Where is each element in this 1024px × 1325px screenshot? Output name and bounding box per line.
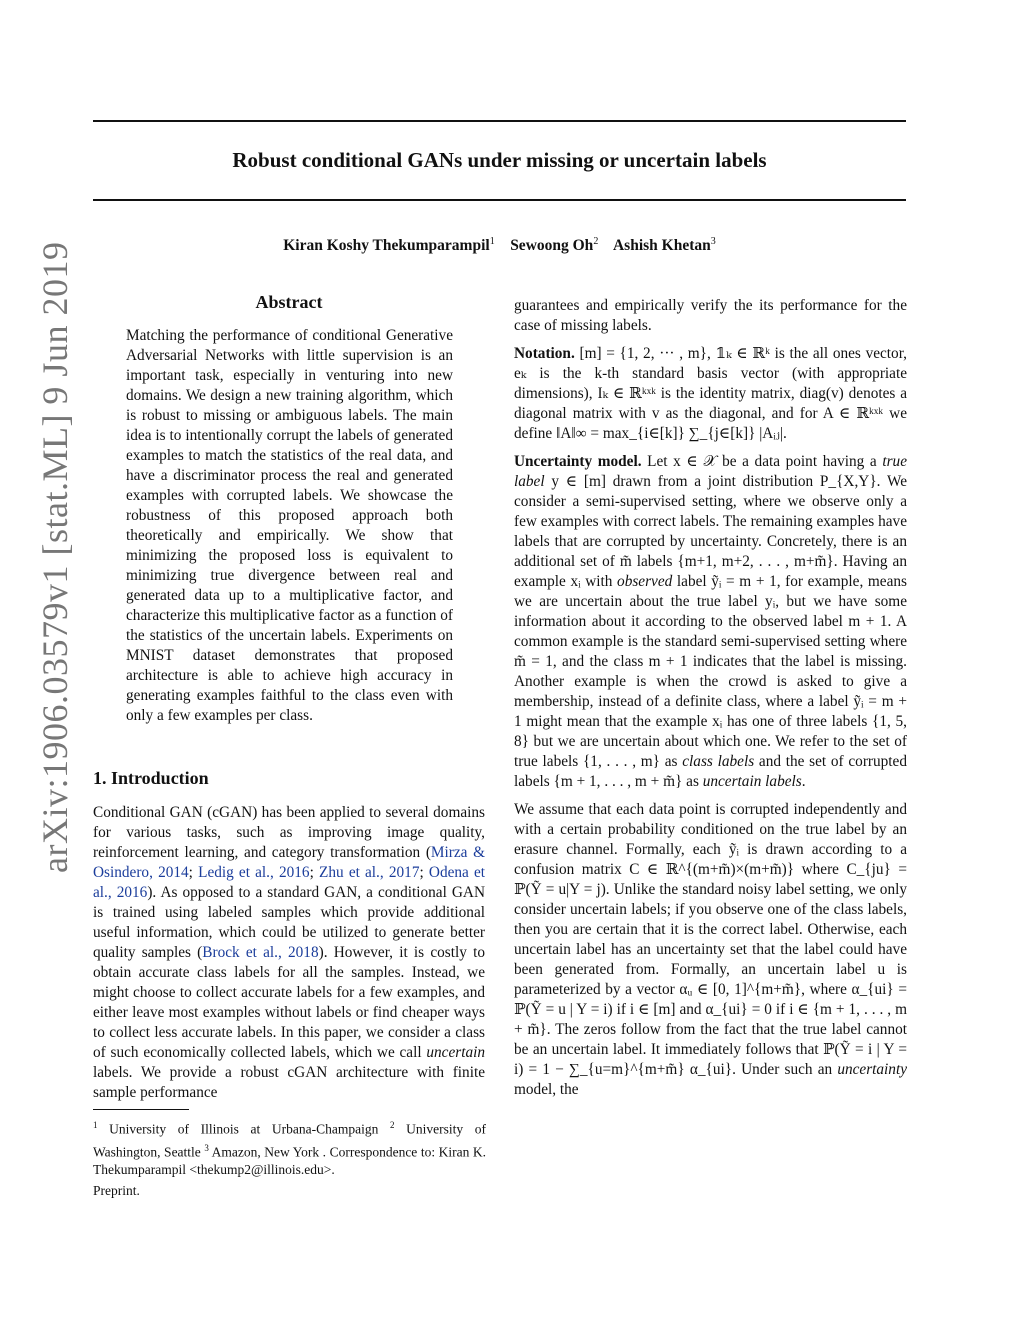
citation-separator: ; bbox=[188, 864, 199, 881]
author-affiliation-mark: 1 bbox=[489, 236, 495, 247]
notation-paragraph bbox=[514, 344, 907, 444]
introduction-paragraph bbox=[93, 803, 485, 1103]
footnote-text: University of Washington, Seattle bbox=[93, 1121, 486, 1159]
uncertainty-emphasis: true label bbox=[514, 453, 907, 490]
citation-separator: ; bbox=[309, 864, 320, 881]
author-list bbox=[93, 236, 906, 255]
arxiv-stamp: arXiv:1906.03579v1 [stat.ML] 9 Jun 2019 bbox=[35, 241, 75, 873]
author-affiliation-mark: 2 bbox=[593, 236, 599, 247]
citation-link[interactable]: Odena et al., 2016 bbox=[93, 864, 486, 901]
preprint-label: Preprint. bbox=[93, 1183, 140, 1198]
intro-text: labels. We provide a robust cGAN architecture with finite sample performance bbox=[93, 1064, 485, 1101]
title-rule-bottom bbox=[93, 199, 906, 201]
uncertainty-model-heading: Uncertainty model. bbox=[514, 453, 642, 470]
citation-link[interactable]: Brock et al., 2018 bbox=[202, 944, 319, 961]
assumption-emphasis: uncertainty bbox=[837, 1061, 907, 1078]
intro-text: Conditional GAN (cGAN) has been applied to several domains for various tasks, such as improving image quality, reinforcement learning, and category transformation ( bbox=[93, 804, 485, 861]
footnote-mark: 1 bbox=[93, 1120, 98, 1130]
citation-link[interactable]: Mirza & Osindero, 2014 bbox=[93, 844, 486, 881]
footnote-text: Amazon, New York . Correspondence to: Kiran K. Thekumparampil <thekump2@illinois.edu>. bbox=[93, 1144, 486, 1177]
continued-paragraph: guarantees and empirically verify the its performance for the case of missing labels. bbox=[514, 297, 907, 334]
footnote-text: University of Illinois at Urbana-Champaign bbox=[97, 1121, 390, 1137]
uncertainty-text: and the set of corrupted labels {m + 1, . . . , m + m̃} as bbox=[514, 753, 907, 790]
author-name: Sewoong Oh bbox=[510, 237, 594, 255]
uncertainty-text: label ỹᵢ = m + 1, for example, means we are uncertain about the true label yᵢ, but we have some information about it according to the observed label m + 1. A common example is the standard semi-supervised setting where m̃ = 1, and the class m + 1 indicates that the label is missing. Another example is when the crowd is asked to give a membership, instead of a definite class, where a label ỹᵢ = m + 1 might mean that the example xᵢ has one of three labels {1, 5, 8} but we are uncertain about which one. We refer to the set of true labels {1, . . . , m} as bbox=[514, 573, 907, 770]
intro-emphasis: uncertain bbox=[426, 1044, 485, 1061]
abstract-heading: Abstract bbox=[255, 292, 323, 312]
assumption-text: model, the bbox=[514, 1081, 579, 1098]
assumption-paragraph bbox=[514, 800, 907, 1100]
uncertainty-text: Let x ∈ 𝒳 be a data point having a bbox=[647, 453, 883, 470]
notation-text: [m] = {1, 2, ··· , m}, 𝟙ₖ ∈ ℝᵏ is the all ones vector, eₖ is the k-th standard basis vector (with appropriate dimensions), Iₖ ∈ ℝᵏˣᵏ is the identity matrix, diag(v) denotes a diagonal matrix with v as the diagonal, and for A ∈ ℝᵏˣᵏ we define ‖A‖∞ = max_{i∈[k]} ∑_{j∈[k]} |Aᵢⱼ|. bbox=[514, 345, 908, 442]
uncertainty-text: y ∈ [m] drawn from a joint distribution P_{X,Y}. We consider a semi-supervised setting, where we observe only a few examples with correct labels. The remaining examples have labels that are corrupted by uncertainty. Concretely, there is an additional set of m̃ labels {m+1, m+2, . . . , m+m̃}. Having an example xᵢ with bbox=[514, 473, 907, 590]
footnote-rule bbox=[93, 1109, 189, 1110]
right-column bbox=[514, 296, 907, 1108]
author-name: Kiran Koshy Thekumparampil bbox=[283, 237, 490, 255]
author-name: Ashish Khetan bbox=[612, 237, 711, 255]
uncertainty-emphasis: uncertain labels bbox=[702, 773, 802, 790]
uncertainty-model-paragraph bbox=[514, 452, 907, 792]
footnote-mark: 2 bbox=[389, 1120, 395, 1130]
intro-text: ). However, it is costly to obtain accurate class labels for all the samples. Instead, we might choose to collect accurate labels for a few examples, and either leave most examples without labels or find cheaper ways to collect less accurate labels. In this paper, we consider a class of such economically collected labels, which we call bbox=[93, 944, 485, 1061]
citation-link[interactable]: Zhu et al., 2017 bbox=[319, 864, 420, 881]
footnote-mark: 3 bbox=[204, 1142, 209, 1153]
abstract-body: Matching the performance of conditional Generative Adversarial Networks with little supervision is an important task, especially in venturing into new domains. We design a new training algorithm, which is robust to missing or ambiguous labels. The main idea is to intentionally corrupt the labels of generated examples to match the statistics of the real data, and have a discriminator process the real and generated examples with corrupted labels. We showcase the robustness of this proposed approach both theoretically and empirically. We show that minimizing the proposed loss is equivalent to minimizing true divergence between real and generated data up to a multiplicative factor, and characterize this multiplicative factor as a function of the statistics of the uncertain labels. Experiments on MNIST dataset demonstrates that proposed architecture is able to achieve high accuracy in generating examples faithful to the class even with only a few examples per class. bbox=[126, 327, 453, 724]
uncertainty-text: . bbox=[801, 773, 806, 790]
affiliation-footnote bbox=[93, 1116, 486, 1179]
section-heading-introduction: 1. Introduction bbox=[93, 768, 209, 788]
intro-text: ). As opposed to a standard GAN, a conditional GAN is trained using labeled samples which provide additional useful information, which could be utilized to generate better quality samples ( bbox=[93, 884, 485, 961]
paper-title: Robust conditional GANs under missing or uncertain labels bbox=[232, 148, 767, 172]
uncertainty-emphasis: class labels bbox=[682, 753, 755, 770]
citation-separator: ; bbox=[419, 864, 429, 881]
citation-link[interactable]: Ledig et al., 2016 bbox=[198, 864, 310, 881]
assumption-text: We assume that each data point is corrupted independently and with a certain probability conditioned on the true label by an erasure channel. Formally, each ỹᵢ is drawn according to a confusion matrix C ∈ ℝ^{(m+m̃)×(m+m̃)} where C_{ju} = ℙ(Ỹ = u|Y = j). Unlike the standard noisy label setting, we only consider uncertain labels; if you observe one of the class labels, then you are certain that it is the correct label. Otherwise, each uncertain label has an uncertainty set that the label could have been generated from. Formally, an uncertain label u is parameterized by a vector αᵤ ∈ [0, 1]^{m+m̃}, where α_{ui} = ℙ(Ỹ = u | Y = i) if i ∈ [m] and α_{ui} = 0 if i ∈ {m + 1, . . . , m + m̃}. The zeros follow from the fact that the true label cannot be an uncertain label. It immediately follows that ℙ(Ỹ = i | Y = i) = 1 − ∑_{u=m}^{m+m̃} α_{ui}. Under such an bbox=[514, 801, 907, 1078]
title-rule-top bbox=[93, 120, 906, 122]
author-affiliation-mark: 3 bbox=[710, 236, 716, 247]
notation-heading: Notation. bbox=[514, 345, 575, 362]
uncertainty-emphasis: observed bbox=[617, 573, 673, 590]
